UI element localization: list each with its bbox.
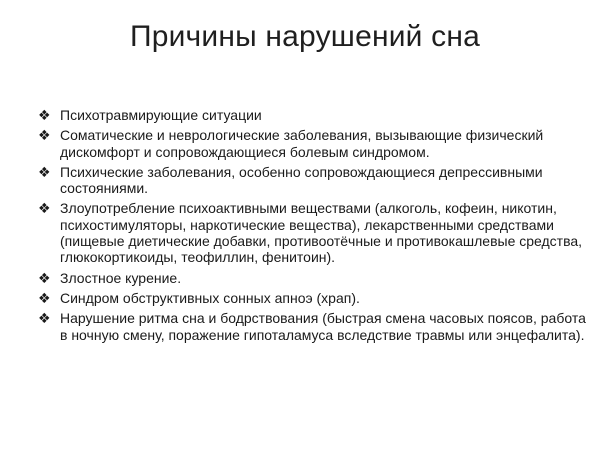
slide-title: Причины нарушений сна: [129, 20, 481, 53]
diamond-bullet-icon: ❖: [38, 269, 51, 286]
bullet-list: [38, 107, 590, 347]
diamond-bullet-icon: ❖: [38, 289, 51, 306]
list-item: [38, 310, 590, 343]
list-item: [38, 270, 590, 286]
diamond-bullet-icon: ❖: [38, 310, 51, 327]
list-item-text: Синдром обструктивных сонных апноэ (храп).: [60, 289, 360, 306]
list-item: [38, 290, 590, 306]
list-item-text: Психотравмирующие ситуации: [60, 107, 262, 123]
list-item: [38, 107, 590, 123]
list-item-text: Соматические и неврологические заболевания, вызывающие физический дискомфорт и сопровождающиеся болевым синдромом.: [60, 127, 544, 160]
list-item: [38, 200, 590, 265]
diamond-bullet-icon: ❖: [38, 107, 51, 123]
diamond-bullet-icon: ❖: [38, 163, 51, 180]
diamond-bullet-icon: ❖: [38, 200, 51, 217]
list-item-text: Злоупотребление психоактивными веществами (алкоголь, кофеин, никотин, психостимуляторы, наркотические вещества), лекарственными средствами (пищевые диетические добавки, противоотёчные и противокашлевые средства, глюкокортикоиды, теофиллин, фенитоин).: [60, 200, 583, 266]
diamond-bullet-icon: ❖: [38, 127, 51, 144]
list-item-text: Психические заболевания, особенно сопровождающиеся депрессивными состояниями.: [60, 163, 543, 197]
list-item: [38, 164, 590, 197]
list-item-text: Нарушение ритма сна и бодрствования (быстрая смена часовых поясов, работа в ночную смену, поражение гипоталамуса вследствие травмы или энцефалита).: [60, 310, 586, 343]
list-item: [38, 127, 590, 160]
list-item-text: Злостное курение.: [60, 269, 182, 286]
